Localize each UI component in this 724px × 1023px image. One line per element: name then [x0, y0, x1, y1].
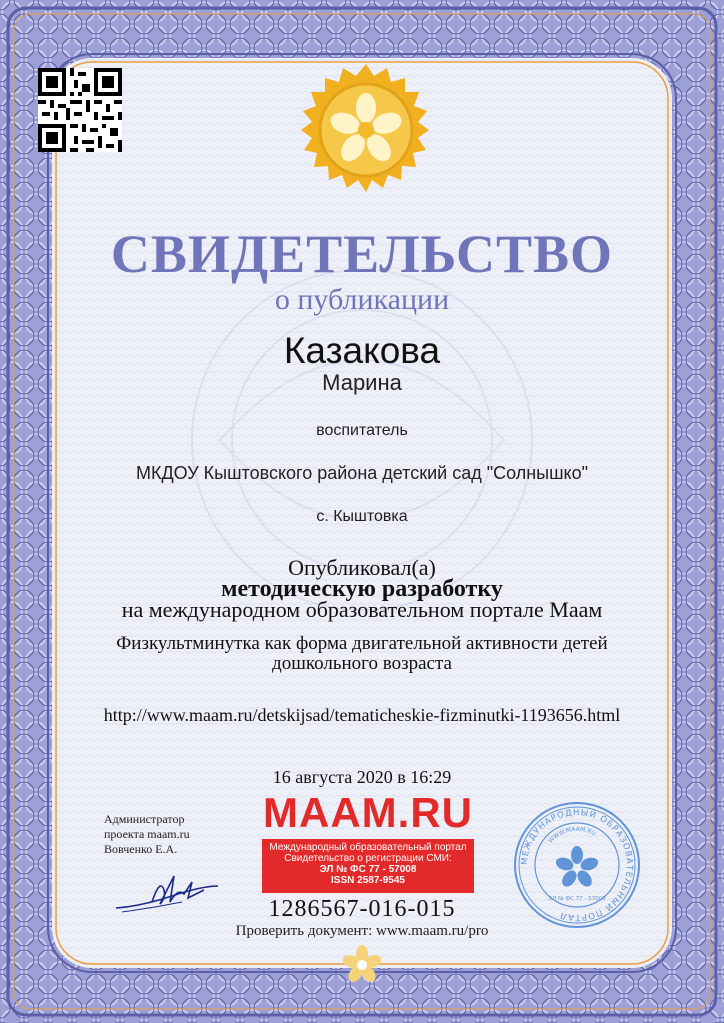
- recipient-surname: Казакова: [283, 330, 441, 371]
- admin-line-3: Вовченко Е.А.: [104, 842, 178, 856]
- logo-line-2: Свидетельство о регистрации СМИ:: [284, 853, 452, 864]
- svg-text:WWW.MAAM.RU: [547, 826, 597, 845]
- certificate-subtitle: о публикации: [274, 283, 450, 316]
- gold-medal-icon: [292, 62, 440, 210]
- maam-brand: MAAM.RU: [263, 789, 473, 836]
- flower-ornament-icon: [337, 940, 387, 990]
- recipient-first-name: Марина: [322, 370, 402, 395]
- admin-line-1: Администратор: [104, 812, 185, 826]
- stamp-ring-text: МЕЖДУНАРОДНЫЙ ОБРАЗОВАТЕЛЬНЫЙ ПОРТАЛ: [519, 807, 635, 923]
- admin-line-2: проекта maam.ru: [104, 827, 190, 841]
- qr-code: [38, 68, 122, 152]
- logo-line-4: ISSN 2587-9545: [331, 875, 405, 886]
- logo-line-3: ЭЛ № ФС 77 - 57008: [319, 864, 417, 875]
- publication-topic: Физкультминутка как форма двигательной активности детей дошкольного возраста: [116, 633, 608, 674]
- recipient-organization: МКДОУ Кыштовского района детский сад "Солнышко": [135, 463, 589, 483]
- logo-line-1: Международный образовательный портал: [269, 842, 467, 853]
- admin-block: [104, 812, 234, 857]
- registration-number: 1286567-016-015: [268, 896, 456, 922]
- portal-text: на международном образовательном портале Маам: [121, 597, 603, 622]
- recipient-city: с. Кыштовка: [316, 508, 408, 525]
- publication-date: 16 августа 2020 в 16:29: [272, 767, 452, 787]
- verify-document-text: Проверить документ: www.maam.ru/pro: [235, 923, 489, 939]
- publication-url: http://www.maam.ru/detskijsad/tematicheskie-fizminutki-1193656.html: [103, 705, 621, 725]
- work-type: методическую разработку: [221, 576, 503, 602]
- published-label: Опубликовал(а): [288, 555, 436, 580]
- certificate-title: СВИДЕТЕЛЬСТВО: [110, 224, 614, 284]
- recipient-position: воспитатель: [316, 422, 408, 439]
- maam-registration-block: [262, 839, 474, 893]
- maam-logo: [262, 789, 474, 893]
- stamp-inner-text: WWW.MAAM.RU: [547, 825, 597, 845]
- stamp-bottom-text: ЭЛ № ФС 77 - 57008: [548, 896, 606, 902]
